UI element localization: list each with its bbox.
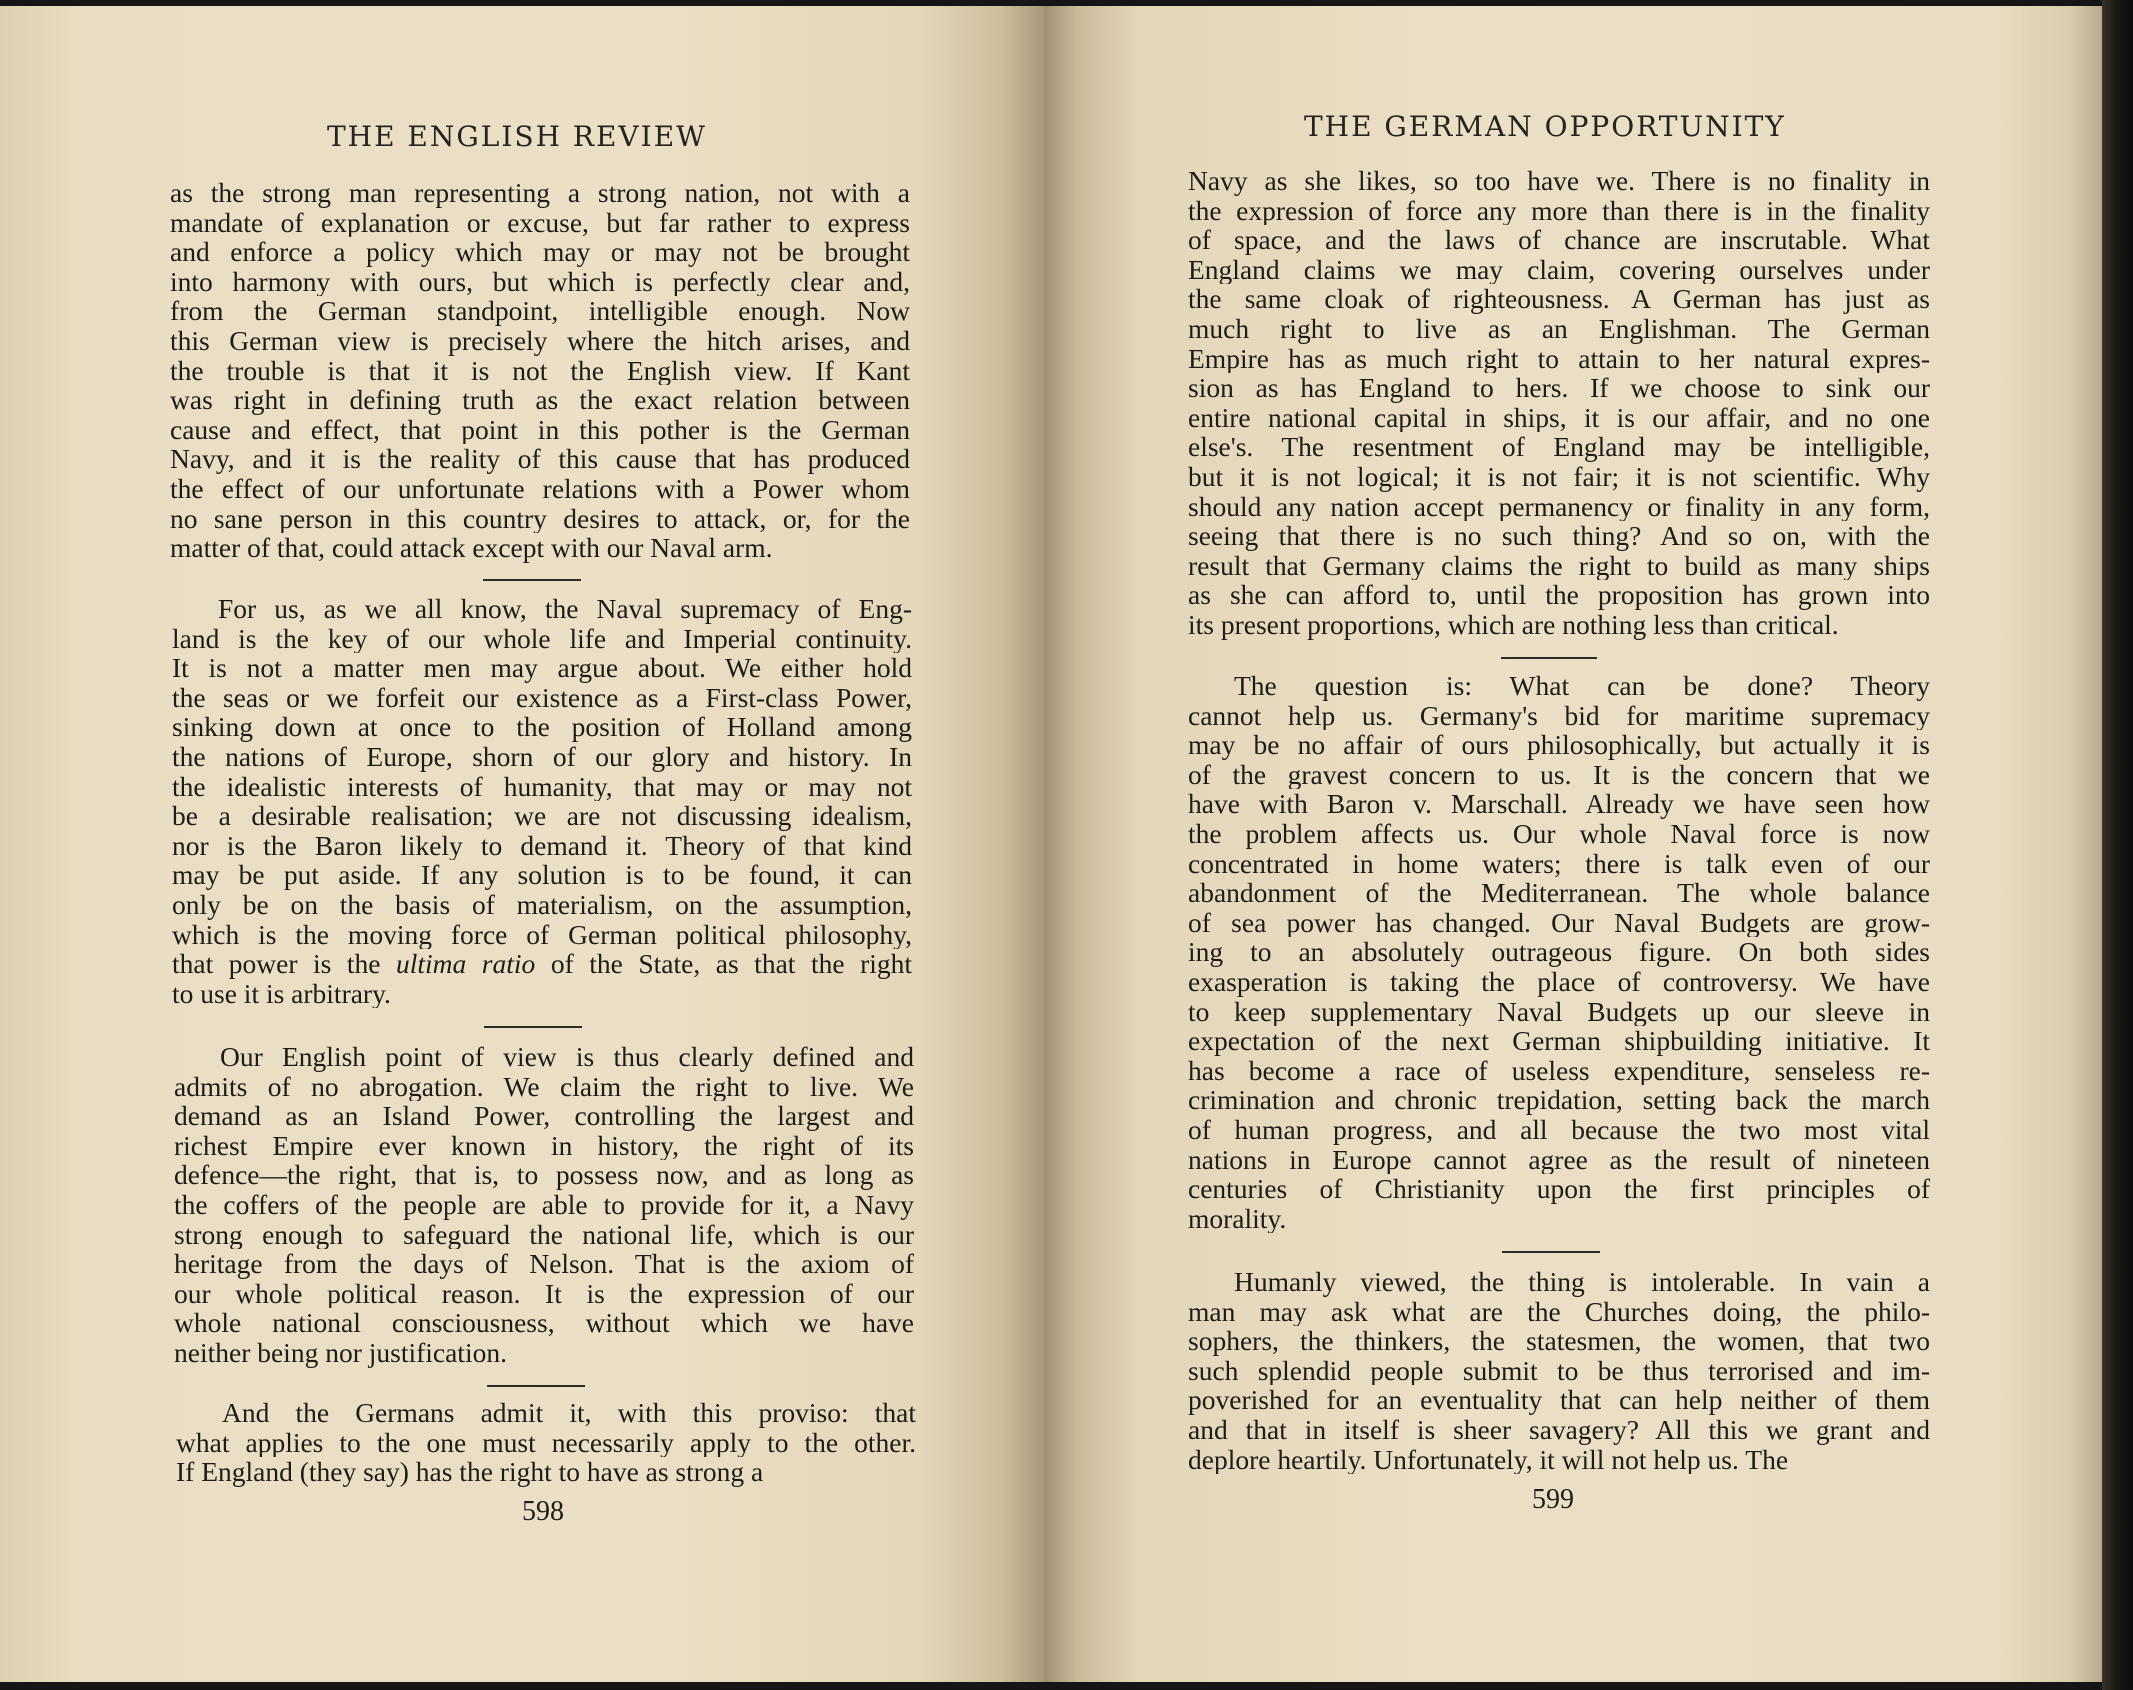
text-line: And the Germans admit it, with this proviso: that: [222, 1398, 916, 1428]
text-line: The question is: What can be done? Theory: [1234, 671, 1930, 701]
page-edge: [2102, 0, 2133, 1690]
text-line: much right to live as an Englishman. The German: [1188, 313, 1930, 344]
text-line: of human progress, and all because the two most vital: [1188, 1114, 1930, 1145]
text-line: heritage from the days of Nelson. That is the axiom of: [174, 1249, 914, 1279]
running-head-left: THE ENGLISH REVIEW: [327, 120, 707, 153]
text-line: may be no affair of ours philosophically, but actually it is: [1188, 730, 1930, 760]
text-line: should any nation accept permanency or finality in any form,: [1188, 491, 1930, 522]
text-line: only be on the basis of materialism, on the assumption,: [172, 889, 912, 920]
text-line: to use it is arbitrary.: [172, 978, 391, 1009]
text-line: as she can afford to, until the proposition has grown into: [1188, 580, 1930, 610]
text-line: its present proportions, which are nothing less than critical.: [1188, 609, 1839, 640]
page-number-left: 598: [522, 1496, 564, 1527]
text-line: no sane person in this country desires to attack, or, for the: [170, 503, 910, 534]
text-line: of the gravest concern to us. It is the concern that we: [1188, 759, 1930, 790]
left-page: [0, 6, 1044, 1682]
text-line: matter of that, could attack except with our Naval arm.: [170, 533, 773, 563]
text-line: the problem affects us. Our whole Naval force is now: [1188, 818, 1930, 849]
text-line: from the German standpoint, intelligible enough. Now: [170, 296, 910, 326]
text-line: Navy as she likes, so too have we. There is no finality in: [1188, 166, 1930, 196]
text-line: the nations of Europe, shorn of our glory and history. In: [172, 741, 912, 772]
text-line: Empire has as much right to attain to her natural expres-: [1188, 343, 1930, 374]
text-line: man may ask what are the Churches doing, the philo-: [1188, 1296, 1930, 1327]
text-line: and that in itself is sheer savagery? All this we grant and: [1188, 1414, 1930, 1445]
text-line: as the strong man representing a strong nation, not with a: [170, 178, 910, 208]
text-line: morality.: [1188, 1203, 1287, 1234]
text-line: demand as an Island Power, controlling the largest and: [174, 1101, 914, 1131]
text-line: this German view is precisely where the hitch arises, and: [170, 325, 910, 356]
paragraph-left-4: [176, 1398, 916, 1487]
text-line: Our English point of view is thus clearly defined and: [220, 1042, 914, 1072]
text-line: of sea power has changed. Our Naval Budgets are grow-: [1188, 907, 1930, 938]
text-line: exasperation is taking the place of controversy. We have: [1188, 966, 1930, 997]
text-line: the trouble is that it is not the English view. If Kant: [170, 355, 910, 386]
text-line: else's. The resentment of England may be intelligible,: [1188, 432, 1930, 462]
text-line: the coffers of the people are able to provide for it, a Navy: [174, 1189, 914, 1220]
text-line: poverished for an eventuality that can help neither of them: [1188, 1385, 1930, 1415]
text-line: nations in Europe cannot agree as the result of nineteen: [1188, 1144, 1930, 1175]
text-line: whole national consciousness, without which we have: [174, 1308, 914, 1338]
text-line: our whole political reason. It is the expression of our: [174, 1278, 914, 1309]
text-line: but it is not logical; it is not fair; it is not scientific. Why: [1188, 461, 1930, 492]
text-line: which is the moving force of German political philosophy,: [172, 919, 912, 950]
section-rule: [484, 1026, 582, 1028]
running-head-right: THE GERMAN OPPORTUNITY: [1304, 110, 1786, 143]
text-line: nor is the Baron likely to demand it. Theory of that kind: [172, 830, 912, 861]
text-line: sophers, the thinkers, the statesmen, the women, that two: [1188, 1326, 1930, 1356]
text-line: and enforce a policy which may or may not be brought: [170, 237, 910, 267]
text-line: expectation of the next German shipbuilding initiative. It: [1188, 1026, 1930, 1056]
text-line: centuries of Christianity upon the first principles of: [1188, 1174, 1930, 1204]
text-line: Humanly viewed, the thing is intolerable. In vain a: [1234, 1267, 1930, 1297]
text-line: sinking down at once to the position of Holland among: [172, 712, 912, 742]
text-line: It is not a matter men may argue about. We either hold: [172, 653, 912, 683]
text-line: crimination and chronic trepidation, setting back the march: [1188, 1085, 1930, 1115]
text-line: seeing that there is no such thing? And so on, with the: [1188, 521, 1930, 551]
text-line: admits of no abrogation. We claim the right to live. We: [174, 1071, 914, 1102]
text-line: of space, and the laws of chance are inscrutable. What: [1188, 225, 1930, 255]
paragraph-left-3: [174, 1042, 914, 1368]
text-line: sion as has England to hers. If we choose to sink our: [1188, 373, 1930, 403]
text-line: defence—the right, that is, to possess now, and as long as: [174, 1160, 914, 1190]
text-line: ing to an absolutely outrageous figure. On both sides: [1188, 937, 1930, 967]
text-line: to keep supplementary Naval Budgets up our sleeve in: [1188, 996, 1930, 1027]
text-line: the expression of force any more than there is in the finality: [1188, 195, 1930, 226]
paragraph-left-1: [170, 178, 910, 563]
text-line: Navy, and it is the reality of this cause that has produced: [170, 444, 910, 474]
text-line: the idealistic interests of humanity, that may or may not: [172, 771, 912, 802]
section-rule: [487, 1385, 585, 1387]
page-number-right: 599: [1532, 1484, 1574, 1515]
text-line: concentrated in home waters; there is talk even of our: [1188, 848, 1930, 879]
paragraph-right-3: [1188, 1267, 1930, 1474]
text-line: entire national capital in ships, it is our affair, and no one: [1188, 402, 1930, 433]
text-line: land is the key of our whole life and Imperial continuity.: [172, 623, 912, 654]
text-line: cause and effect, that point in this pother is the German: [170, 414, 910, 445]
text-line: has become a race of useless expenditure, senseless re-: [1188, 1055, 1930, 1086]
text-line: richest Empire ever known in history, the right of its: [174, 1130, 914, 1161]
text-line: the seas or we forfeit our existence as a First-class Power,: [172, 682, 912, 713]
section-rule: [483, 579, 581, 581]
text-line: the same cloak of righteousness. A German has just as: [1188, 284, 1930, 314]
text-line: neither being nor justification.: [174, 1337, 507, 1368]
text-line: abandonment of the Mediterranean. The whole balance: [1188, 878, 1930, 908]
text-line: the effect of our unfortunate relations with a Power whom: [170, 473, 910, 504]
text-line: cannot help us. Germany's bid for maritime supremacy: [1188, 700, 1930, 731]
text-line: may be put aside. If any solution is to be found, it can: [172, 860, 912, 890]
text-line: deplore heartily. Unfortunately, it will not help us. The: [1188, 1444, 1789, 1475]
right-page: [1044, 6, 2102, 1682]
text-line: was right in defining truth as the exact relation between: [170, 385, 910, 415]
text-line: strong enough to safeguard the national life, which is our: [174, 1219, 914, 1250]
section-rule: [1501, 657, 1597, 659]
paragraph-left-2: [172, 594, 912, 1008]
text-line: into harmony with ours, but which is perfectly clear and,: [170, 266, 910, 297]
text-line: that power is the ultima ratio of the State, as that the right: [172, 949, 912, 979]
paragraph-right-1: [1188, 166, 1930, 640]
text-line: have with Baron v. Marschall. Already we have seen how: [1188, 789, 1930, 819]
text-line: what applies to the one must necessarily apply to the other.: [176, 1427, 916, 1458]
text-line: If England (they say) has the right to have as strong a: [176, 1457, 764, 1487]
paragraph-right-2: [1188, 671, 1930, 1233]
section-rule: [1502, 1251, 1600, 1253]
text-line: be a desirable realisation; we are not discussing idealism,: [172, 801, 912, 831]
text-line: mandate of explanation or excuse, but far rather to express: [170, 207, 910, 238]
text-line: result that Germany claims the right to build as many ships: [1188, 550, 1930, 581]
text-line: such splendid people submit to be thus terrorised and im-: [1188, 1355, 1930, 1386]
text-line: For us, as we all know, the Naval supremacy of Eng-: [218, 594, 912, 624]
text-line: England claims we may claim, covering ourselves under: [1188, 254, 1930, 285]
